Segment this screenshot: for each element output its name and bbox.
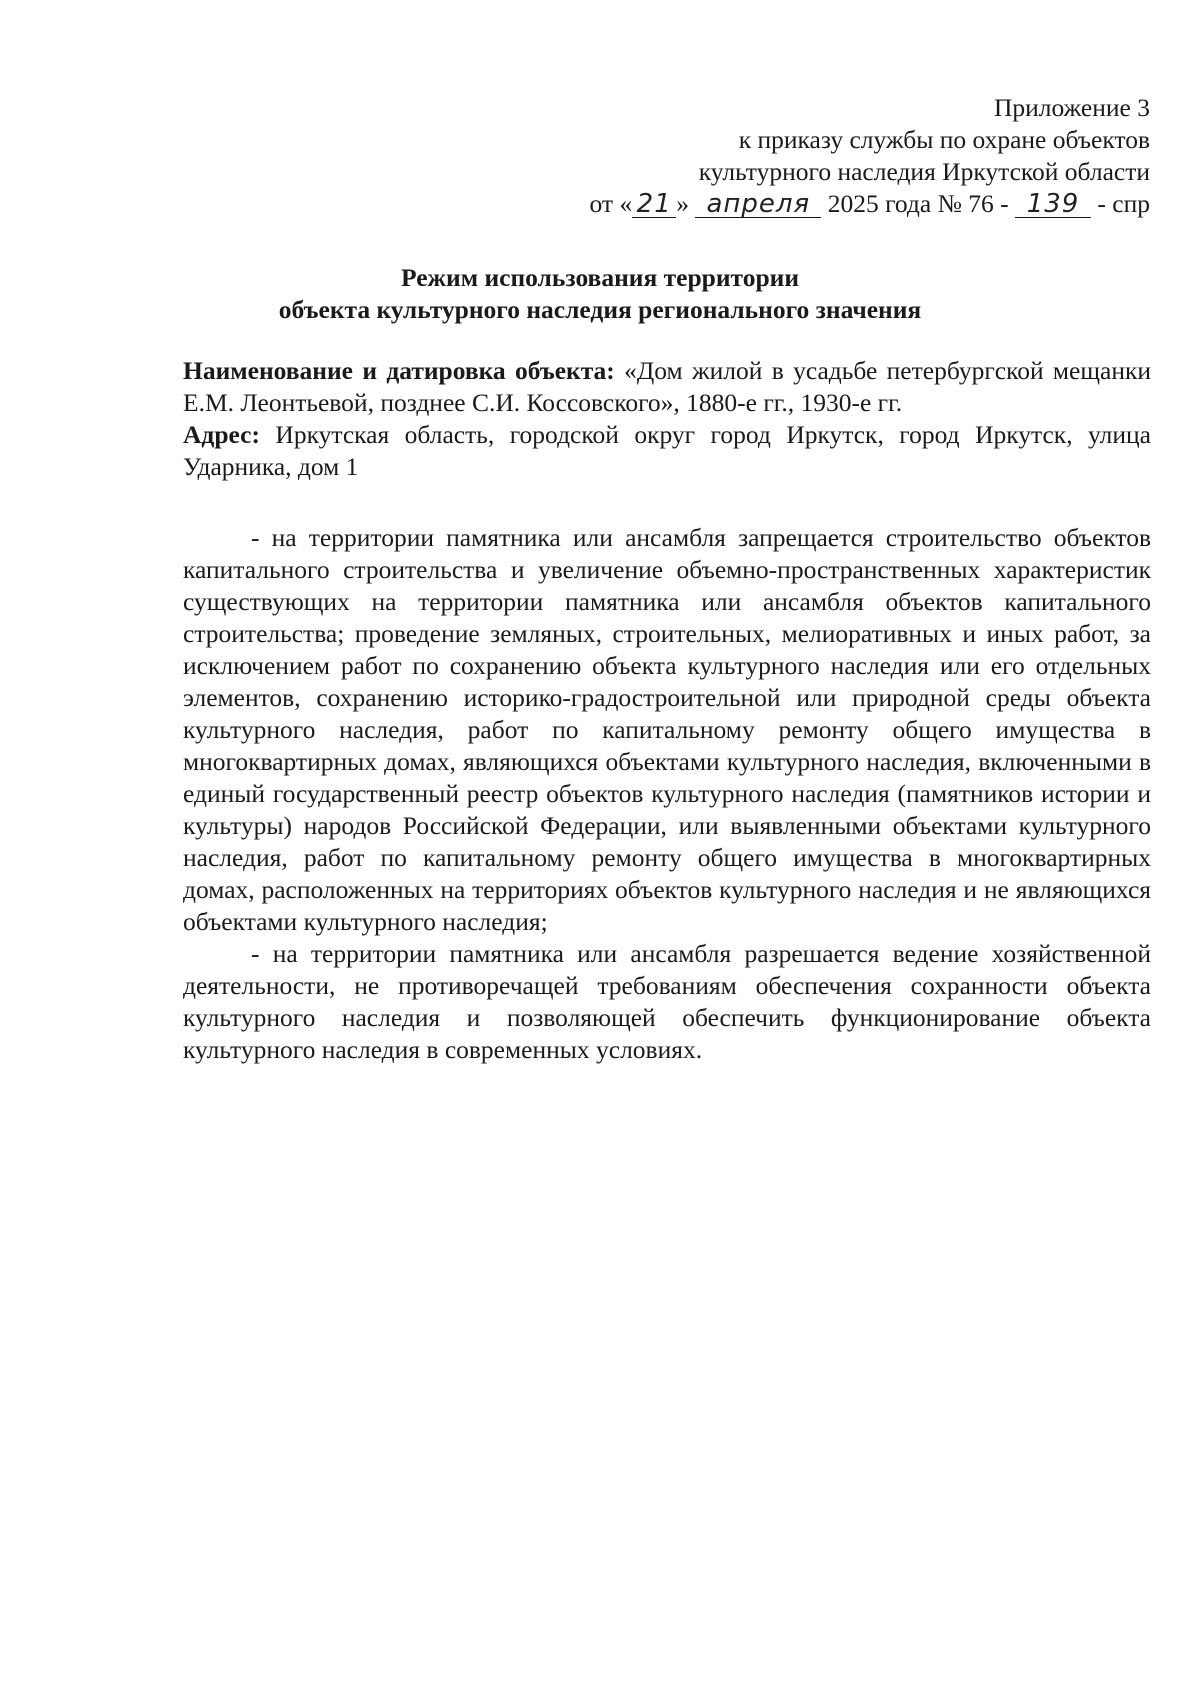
handwritten-day: 21 [632, 191, 676, 218]
appendix-date-line [450, 188, 1150, 220]
handwritten-order-number: 139 [1015, 191, 1091, 218]
object-address-label: Адрес: [183, 420, 260, 449]
object-info [183, 355, 1151, 483]
document-title [0, 262, 1200, 326]
title-line-2: объекта культурного наследия регионального значения [278, 295, 922, 324]
order-suffix: - спр [1097, 189, 1150, 218]
object-name-label: Наименование и датировка объекта: [183, 356, 615, 385]
object-address-paragraph [183, 419, 1151, 483]
date-prefix: от « [589, 189, 633, 218]
object-address-value: Иркутская область, городской округ город Иркутск, город Иркутск, улица Ударника, дом 1 [183, 420, 1152, 481]
date-mid: » [676, 189, 689, 218]
handwritten-month: апреля [695, 191, 821, 218]
appendix-authority: культурного наследия Иркутской области [698, 157, 1150, 186]
object-name-value: «Дом жилой в усадьбе петербургской мещанки Е.М. Леонтьевой, позднее С.И. Коссовского», 1880-е гг., 1930-е гг. [183, 356, 1152, 417]
appendix-order-ref: к приказу службы по охране объектов [738, 125, 1150, 154]
year-text: 2025 года № 76 - [827, 189, 1009, 218]
usage-rules [183, 522, 1151, 1066]
rule-prohibited: - на территории памятника или ансамбля запрещается строительство объектов капитального строительства и увеличение объемно-пространственных характеристик существующих на территории памятника или ансамбля объектов капитального строительства; проведение земляных, строительных, мелиоративных и иных работ, за исключением работ по сохранению объекта культурного наследия или его отдельных элементов, сохранению историко-градостроительной или природной среды объекта культурного наследия, работ по капитальному ремонту общего имущества в многоквартирных домах, являющихся объектами культурного наследия, включенными в единый государственный реестр объектов культурного наследия (памятников истории и культуры) народов Российской Федерации, или выявленными объектами культурного наследия, работ по капитальному ремонту общего имущества в многоквартирных домах, расположенных на территориях объектов культурного наследия и не являющихся объектами культурного наследия; [183, 523, 1151, 936]
appendix-number: Приложение 3 [994, 93, 1150, 122]
object-name-paragraph [183, 355, 1151, 419]
rule-permitted: - на территории памятника или ансамбля разрешается ведение хозяйственной деятельности, не противоречащей требованиям обеспечения сохранности объекта культурного наследия и позволяющей обеспечить функционирование объекта культурного наследия в современных условиях. [183, 939, 1151, 1064]
appendix-header [450, 92, 1150, 220]
title-line-1: Режим использования территории [400, 263, 800, 292]
